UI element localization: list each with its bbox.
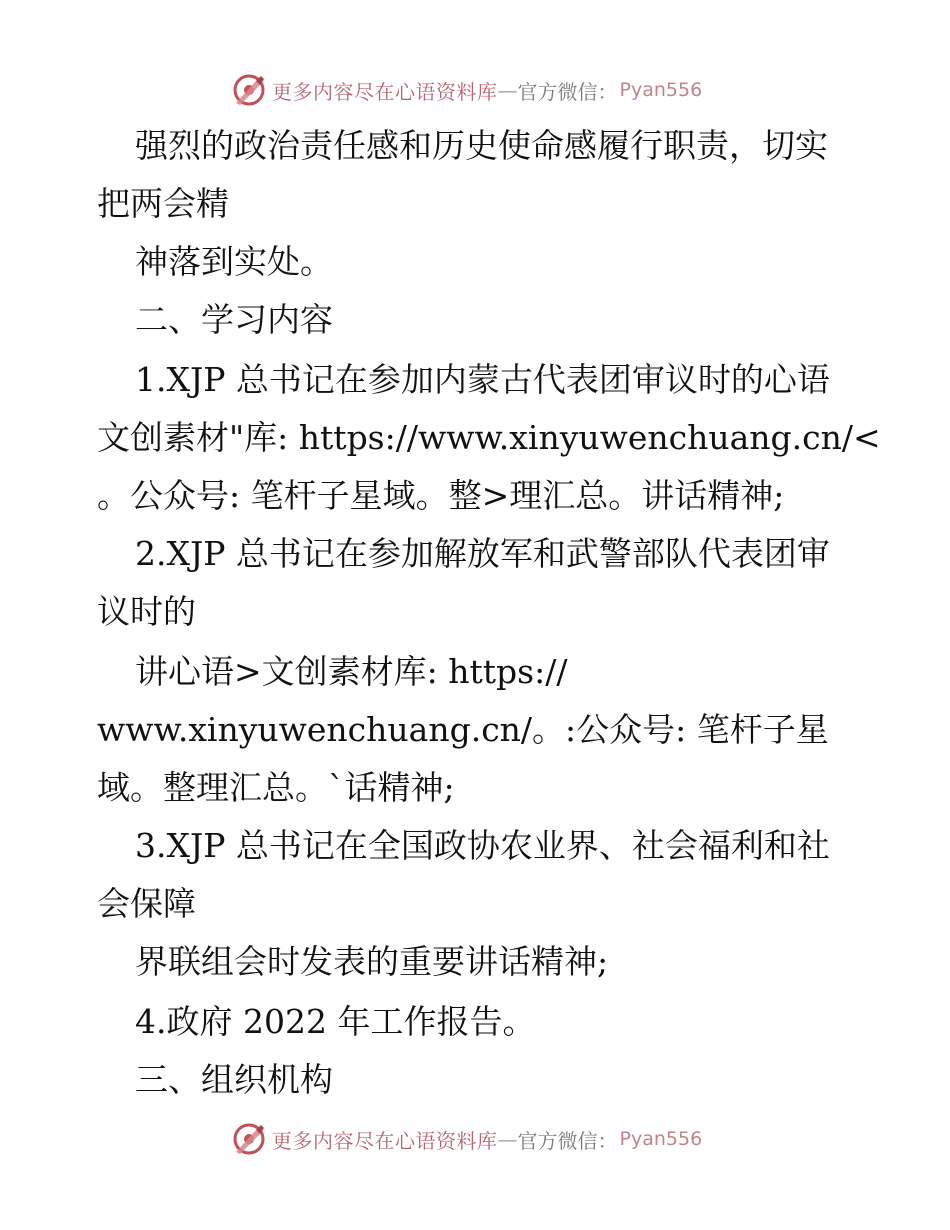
banner-dash: — bbox=[497, 78, 518, 102]
banner-text-main: 更多内容尽在心语资料库 bbox=[272, 1128, 498, 1153]
banner-dash: — bbox=[497, 1127, 518, 1151]
text-line: 界联组会时发表的重要讲话精神; bbox=[135, 942, 609, 981]
section-heading: 二、学习内容 bbox=[135, 300, 333, 339]
pen-logo-icon bbox=[232, 1122, 266, 1156]
text-line: 1.XJP 总书记在参加内蒙古代表团审议时的心语 bbox=[135, 360, 830, 399]
text-line: 。公众号: 笔杆子星域。整>理汇总。讲话精神; bbox=[97, 476, 785, 515]
banner-text-main: 更多内容尽在心语资料库 bbox=[272, 79, 498, 104]
text-line: 域。整理汇总。`话精神; bbox=[97, 768, 455, 807]
text-line: 讲心语>文创素材库: https:// bbox=[135, 652, 568, 691]
text-line: 会保障 bbox=[97, 884, 196, 923]
text-line: 2.XJP 总书记在参加解放军和武警部队代表团审 bbox=[135, 534, 830, 573]
banner-text-wechat: 官方微信： bbox=[517, 79, 618, 104]
text-line: 议时的 bbox=[97, 592, 196, 631]
banner-wechat-id: Pyan556 bbox=[619, 1128, 703, 1150]
header-banner bbox=[232, 70, 702, 110]
pen-logo-icon bbox=[232, 73, 266, 107]
banner-wechat-id: Pyan556 bbox=[619, 79, 703, 101]
footer-banner bbox=[232, 1119, 702, 1159]
banner-text-wechat: 官方微信： bbox=[517, 1128, 618, 1153]
text-line: 文创素材"库: https://www.xinyuwenchuang.cn/< bbox=[97, 418, 881, 457]
section-heading: 三、组织机构 bbox=[135, 1060, 333, 1099]
text-line: 神落到实处。 bbox=[135, 242, 333, 281]
text-line: www.xinyuwenchuang.cn/。:公众号: 笔杆子星 bbox=[97, 710, 829, 749]
text-line: 4.政府 2022 年工作报告。 bbox=[135, 1002, 536, 1041]
text-line: 把两会精 bbox=[97, 184, 229, 223]
text-line: 3.XJP 总书记在全国政协农业界、社会福利和社 bbox=[135, 826, 830, 865]
text-line: 强烈的政治责任感和历史使命感履行职责，切实 bbox=[135, 126, 828, 165]
